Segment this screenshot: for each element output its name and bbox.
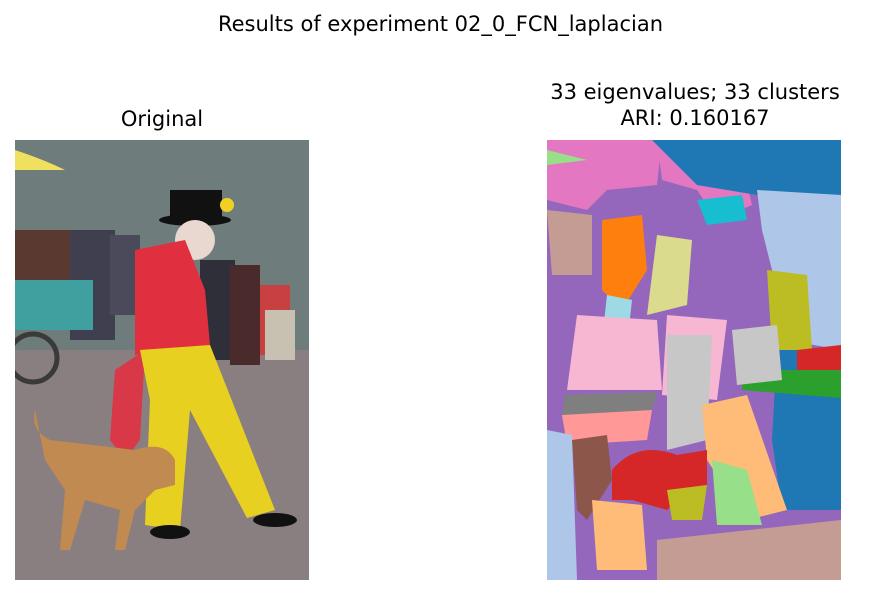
crowd-person (230, 265, 260, 365)
cluster-lightgray (732, 325, 782, 385)
segmentation-title-line2: ARI: 0.160167 (620, 106, 770, 130)
cluster-lightorange (592, 500, 647, 570)
clown-shoe (253, 513, 297, 527)
original-image (15, 140, 309, 580)
original-photo-svg (15, 140, 309, 580)
figure-suptitle: Results of experiment 02_0_FCN_laplacian (217, 12, 664, 36)
crowd-person (265, 310, 295, 360)
segmentation-title-line1: 33 eigenvalues; 33 clusters (550, 80, 840, 104)
cluster-lightbrown (547, 210, 592, 275)
cluster-lightblue (547, 430, 577, 580)
clown-flower (220, 198, 234, 212)
segmentation-image (547, 140, 841, 580)
segmentation-title (500, 79, 881, 131)
original-title: Original (120, 107, 204, 131)
cluster-olive (667, 485, 707, 520)
cart (15, 280, 93, 330)
cluster-lightpink (567, 315, 662, 390)
segmentation-map-svg (547, 140, 841, 580)
clown-shoe (150, 525, 190, 539)
